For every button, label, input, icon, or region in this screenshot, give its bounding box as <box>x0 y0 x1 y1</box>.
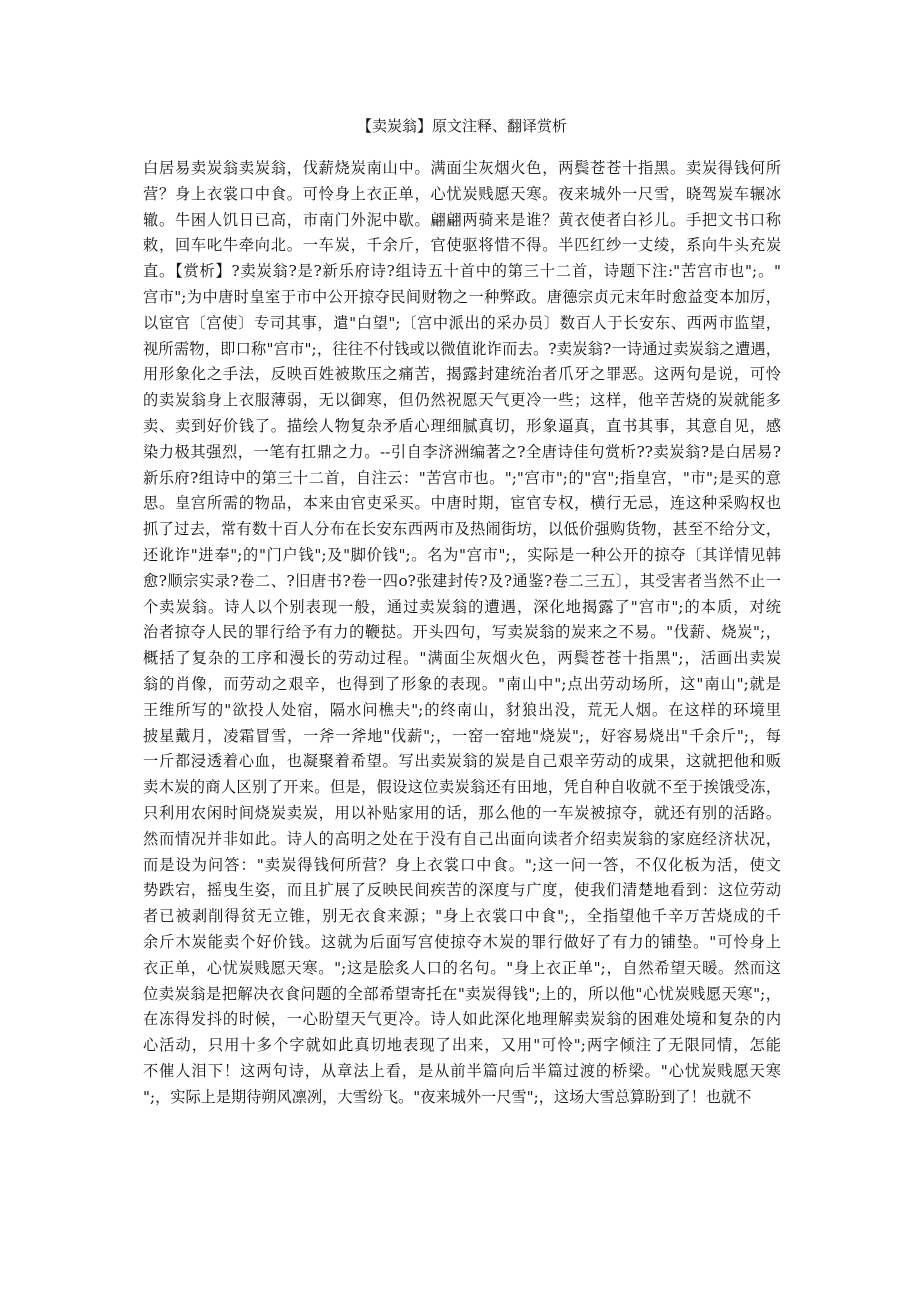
text-line: 辙。牛困人饥日已高，市南门外泥中歇。翩翩两骑来是谁？黄衣使者白衫儿。手把文书口称 <box>143 210 781 229</box>
text-line: 用形象化之手法，反映百姓被欺压之痛苦，揭露封建统治者爪牙之罪恶。这两句是说，可怜 <box>143 365 781 384</box>
text-line: 个卖炭翁。诗人以个别表现一般，通过卖炭翁的遭遇，深化地揭露了"宫市";的本质，对统 <box>143 597 781 616</box>
text-line: 位卖炭翁是把解决衣食问题的全部希望寄托在"卖炭得钱";上的，所以他"心忧炭贱愿天寒";， <box>143 984 781 1003</box>
text-line: 思。皇宫所需的物品，本来由官吏采买。中唐时期，宦官专权，横行无忌，连这种采购权也 <box>143 494 781 513</box>
text-line: 愈?顺宗实录?卷二、?旧唐书?卷一四o?张建封传?及?通鉴?卷二三五〕，其受害者当然不止一 <box>143 571 781 590</box>
text-line: 宫市";为中唐时皇室于市中公开掠夺民间财物之一种弊政。唐德宗贞元末年时愈益变本加厉， <box>143 287 781 306</box>
text-line: 白居易卖炭翁卖炭翁，伐薪烧炭南山中。满面尘灰烟火色，两鬓苍苍十指黑。卖炭得钱何所 <box>143 159 781 177</box>
document-body <box>143 156 781 1110</box>
text-line: 一斤都浸透着心血，也凝聚着希望。写出卖炭翁的炭是自己艰辛劳动的成果，这就把他和贩 <box>143 752 781 771</box>
text-line: 敕，回车叱牛牵向北。一车炭，千余斤，官使驱将惜不得。半匹红纱一丈绫，系向牛头充炭 <box>143 236 781 255</box>
text-line: 翁的肖像，而劳动之艰辛，也得到了形象的表现。"南山中";点出劳动场所，这"南山";就是 <box>143 674 781 693</box>
text-line: 以宦官〔宫使〕专司其事，遣"白望";〔宫中派出的采办员〕数百人于长安东、西两市监望， <box>143 313 781 332</box>
text-line: 营？身上衣裳口中食。可怜身上衣正单，心忧炭贱愿天寒。夜来城外一尺雪，晓驾炭车辗冰 <box>143 184 781 203</box>
text-line: 在冻得发抖的时候，一心盼望天气更冷。诗人如此深化地理解卖炭翁的困难处境和复杂的内 <box>143 1010 781 1029</box>
text-line: ";，实际上是期待朔风凛冽，大雪纷飞。"夜来城外一尺雪";，这场大雪总算盼到了！也就不 <box>143 1087 752 1106</box>
text-line: 王维所写的"欲投人处宿，隔水问樵夫";的终南山，豺狼出没，荒无人烟。在这样的环境里 <box>143 700 781 719</box>
text-line: 视所需物，即口称"宫市";，往往不付钱或以微值讹诈而去。?卖炭翁?一诗通过卖炭翁之遭遇， <box>143 339 781 358</box>
text-line: 者已被剥削得贫无立锥，别无衣食来源；"身上衣裳口中食";，全指望他千辛万苦烧成的千 <box>143 907 781 926</box>
text-line: 心活动，只用十多个字就如此真切地表现了出来，又用"可怜";两字倾注了无限同情，怎能 <box>143 1036 781 1055</box>
text-line: 不催人泪下！这两句诗，从章法上看，是从前半篇向后半篇过渡的桥梁。"心忧炭贱愿天寒 <box>143 1061 781 1080</box>
text-line: 治者掠夺人民的罪行给予有力的鞭挞。开头四句，写卖炭翁的炭来之不易。"伐薪、烧炭";， <box>143 623 781 642</box>
text-line: 而是设为问答："卖炭得钱何所营？身上衣裳口中食。";这一问一答，不仅化板为活，使文 <box>143 855 781 874</box>
document-title: 【卖炭翁】原文注释、翻译赏析 <box>356 117 567 135</box>
text-line: 染力极其强烈，一笔有扛鼎之力。--引自李济洲编著之?全唐诗佳句赏析??卖炭翁?是白居易? <box>143 442 781 461</box>
text-line: 势跌宕，摇曳生姿，而且扩展了反映民间疾苦的深度与广度，使我们清楚地看到：这位劳动 <box>143 881 781 900</box>
text-line: 卖木炭的商人区别了开来。但是，假设这位卖炭翁还有田地，凭自种自收就不至于挨饿受冻， <box>143 778 781 797</box>
text-line: 还讹诈"进奉";的"门户钱";及"脚价钱";。名为"宫市";，实际是一种公开的掠夺〔其详情见韩 <box>143 545 781 564</box>
text-line: 新乐府?组诗中的第三十二首，自注云："苦宫市也。";"宫市";的"宫";指皇宫，"市";是买的意 <box>143 468 781 487</box>
text-line: 直。【赏析】?卖炭翁?是?新乐府诗?组诗五十首中的第三十二首，诗题下注:"苦宫市也";。" <box>143 262 781 281</box>
text-line: 概括了复杂的工序和漫长的劳动过程。"满面尘灰烟火色，两鬓苍苍十指黑";，活画出卖炭 <box>143 649 781 668</box>
document-page <box>143 112 781 1110</box>
text-line: 衣正单，心忧炭贱愿天寒。";这是脍炙人口的名句。"身上衣正单";，自然希望天暖。然而这 <box>143 958 781 977</box>
text-line: 抓了过去，常有数十百人分布在长安东西两市及热闹街坊，以低价强购货物，甚至不给分文， <box>143 520 781 539</box>
text-line: 只利用农闲时间烧炭卖炭，用以补贴家用的话，那么他的一车炭被掠夺，就还有别的活路。 <box>143 803 781 822</box>
text-line: 卖、卖到好价钱了。描绘人物复杂矛盾心理细腻真切，形象逼真，直书其事，其意自见，感 <box>143 416 781 435</box>
text-line: 余斤木炭能卖个好价钱。这就为后面写宫使掠夺木炭的罪行做好了有力的铺垫。"可怜身上 <box>143 932 781 951</box>
text-line: 然而情况并非如此。诗人的高明之处在于没有自己出面向读者介绍卖炭翁的家庭经济状况， <box>143 829 781 848</box>
text-line: 披星戴月，凌霜冒雪，一斧一斧地"伐薪";，一窑一窑地"烧炭";，好容易烧出"千余斤";，每 <box>143 726 781 745</box>
text-line: 的卖炭翁身上衣服薄弱，无以御寒，但仍然祝愿天气更冷一些；这样，他辛苦烧的炭就能多 <box>143 391 781 410</box>
